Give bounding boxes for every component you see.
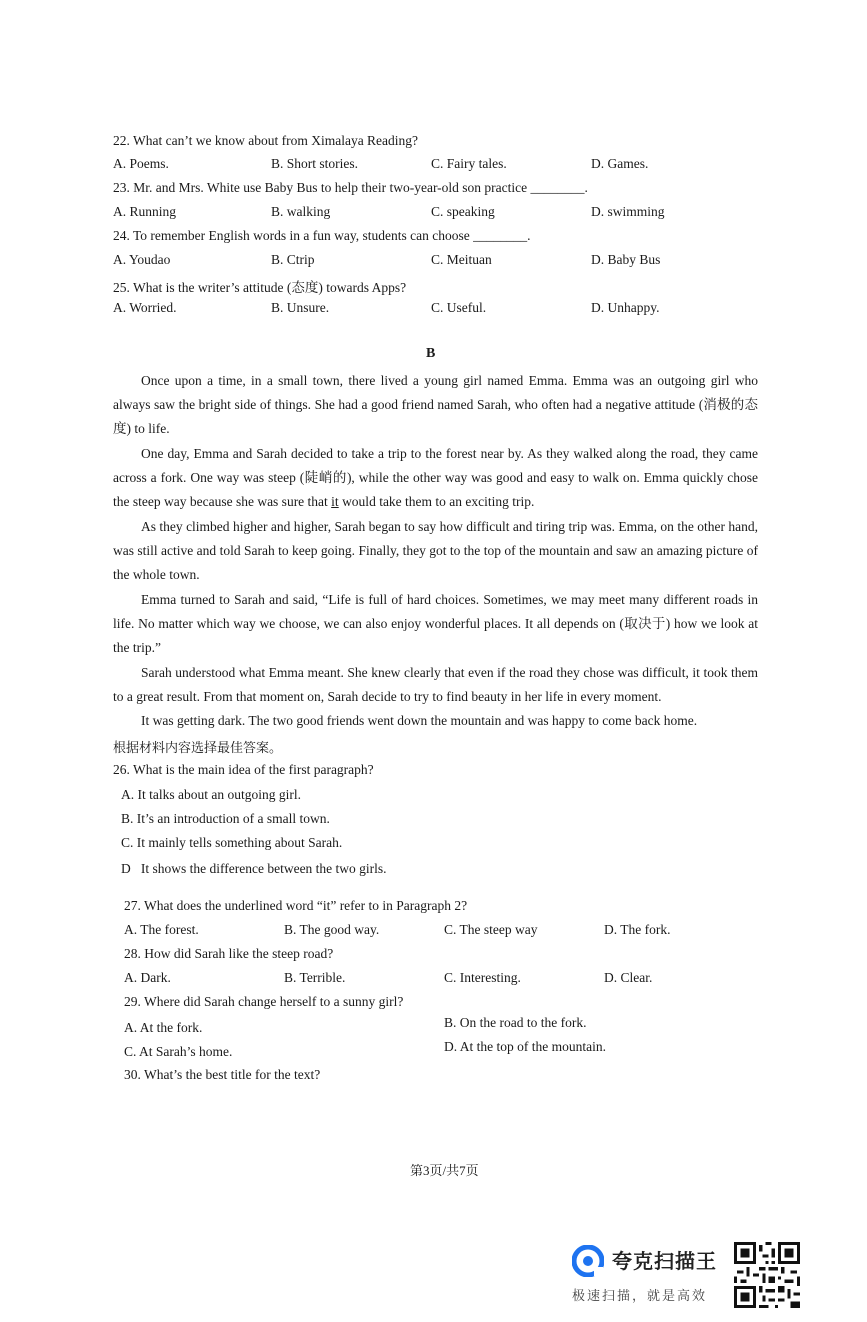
section-heading: B — [426, 346, 436, 361]
option: C. Interesting. — [444, 970, 521, 985]
passage-paragraph-2: One day, Emma and Sarah decided to take a trip to the forest near by. As they walked along the road, they came across a fork. One way was steep (陡峭的), while the other way was good and easy to walk on. Emma quickly chose the steep way because she was sure that it would take them to an exciting trip. — [113, 446, 758, 509]
question-23-stem: 23. Mr. and Mrs. White use Baby Bus to help their two-year-old son practice ________. — [113, 180, 588, 195]
question-22-stem: 22. What can’t we know about from Ximalaya Reading? — [113, 133, 419, 148]
brand-slogan: 极速扫描，就是高效 — [572, 1289, 708, 1304]
question-26-option-a: A. It talks about an outgoing girl. — [121, 787, 301, 802]
qr-code-icon — [734, 1242, 800, 1308]
option: B. Terrible. — [284, 970, 346, 985]
scanner-logo-icon — [572, 1245, 604, 1277]
question-27-options — [124, 922, 724, 942]
question-26-option-b: B. It’s an introduction of a small town. — [121, 811, 330, 826]
option: B. Unsure. — [271, 300, 330, 315]
option: D. The fork. — [604, 922, 671, 937]
option: B. walking — [271, 204, 331, 219]
passage-paragraph-3: As they climbed higher and higher, Sarah began to say how difficult and tiring trip was. Emma, on the other hand, was still active and told Sarah to keep going. Finally, they got to the top of the mountain and saw an amazing picture of the whole town. — [113, 519, 758, 582]
passage-paragraph-5: Sarah understood what Emma meant. She knew clearly that even if the road they chose was difficult, it took them to a great result. From that moment on, Sarah decide to try to find beauty in her life in every moment. — [113, 665, 758, 704]
option: B. Ctrip — [271, 252, 315, 267]
option: B. Short stories. — [271, 156, 359, 171]
question-28-options — [124, 970, 724, 990]
option: C. Useful. — [431, 300, 487, 315]
option: C. The steep way — [444, 922, 538, 937]
option: D. swimming — [591, 204, 665, 219]
option: C. Fairy tales. — [431, 156, 507, 171]
option: C. Meituan — [431, 252, 492, 267]
instruction-text: 根据材料内容选择最佳答案。 — [113, 741, 283, 756]
question-25-options — [113, 300, 713, 320]
passage-paragraph-6: It was getting dark. The two good friends went down the mountain and was happy to come back home. — [141, 713, 698, 728]
question-29-option-c: C. At Sarah’s home. — [124, 1044, 233, 1059]
question-29-option-b: B. On the road to the fork. — [444, 1015, 587, 1030]
scanner-watermark — [572, 1243, 732, 1303]
brand-name: 夸克扫描王 — [612, 1249, 717, 1273]
option: C. speaking — [431, 204, 495, 219]
question-26-stem: 26. What is the main idea of the first paragraph? — [113, 762, 374, 777]
option: D. Unhappy. — [591, 300, 660, 315]
question-26-option-d: D It shows the difference between the two girls. — [121, 861, 387, 876]
question-28-stem: 28. How did Sarah like the steep road? — [124, 946, 334, 961]
page-number: 第3页/共7页 — [410, 1163, 479, 1178]
question-23-options — [113, 204, 713, 224]
question-27-stem: 27. What does the underlined word “it” refer to in Paragraph 2? — [124, 898, 468, 913]
option: A. Poems. — [113, 156, 169, 171]
question-29-option-a: A. At the fork. — [124, 1020, 203, 1035]
question-22-options — [113, 156, 713, 176]
question-24-stem: 24. To remember English words in a fun way, students can choose ________. — [113, 228, 531, 243]
option: A. Worried. — [113, 300, 177, 315]
option: A. Running — [113, 204, 177, 219]
option: A. The forest. — [124, 922, 199, 937]
option: B. The good way. — [284, 922, 380, 937]
question-29-stem: 29. Where did Sarah change herself to a sunny girl? — [124, 994, 404, 1009]
option: D. Baby Bus — [591, 252, 661, 267]
passage-paragraph-4: Emma turned to Sarah and said, “Life is full of hard choices. Sometimes, we may meet many different roads in life. No matter which way we choose, we can also enjoy wonderful places. It all depends on (取决于) how we look at the trip.” — [113, 592, 758, 655]
question-26-option-c: C. It mainly tells something about Sarah. — [121, 835, 343, 850]
option: D. Clear. — [604, 970, 653, 985]
option: A. Dark. — [124, 970, 171, 985]
question-29-option-d: D. At the top of the mountain. — [444, 1039, 606, 1054]
question-30-stem: 30. What’s the best title for the text? — [124, 1067, 321, 1082]
option: D. Games. — [591, 156, 649, 171]
option: A. Youdao — [113, 252, 171, 267]
underlined-word: it — [331, 494, 339, 509]
question-24-options — [113, 252, 713, 272]
question-25-stem: 25. What is the writer’s attitude (态度) towards Apps? — [113, 280, 407, 295]
passage-paragraph-1: Once upon a time, in a small town, there lived a young girl named Emma. Emma was an outgoing girl who always saw the bright side of things. She had a good friend named Sarah, who often had a negative attitude (消极的态度) to life. — [113, 373, 758, 436]
